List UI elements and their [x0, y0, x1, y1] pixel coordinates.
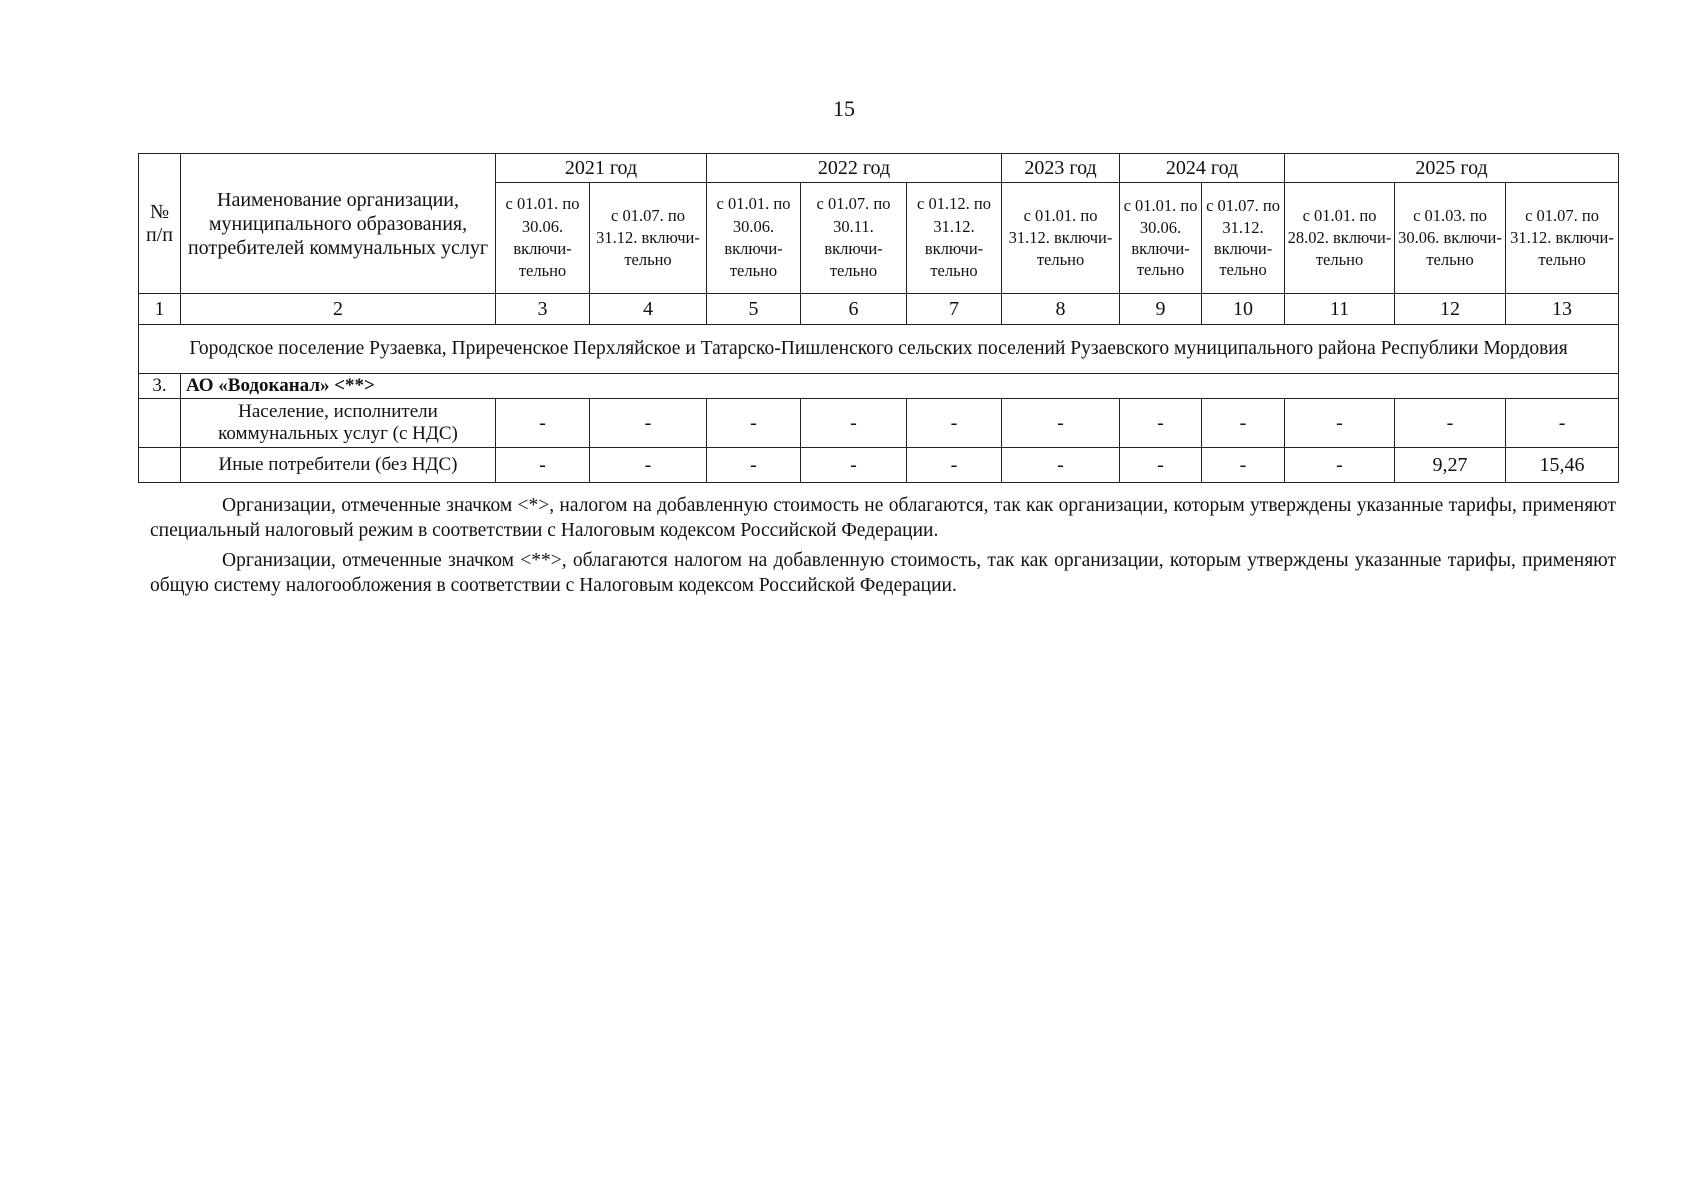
- footnote-single-asterisk: Организации, отмеченные значком <*>, налогом на добавленную стоимость не облагаются, так как организации, которым утверждены указанные тарифы, применяют специальный налоговый режим в соответствии с Налоговым кодексом Российской Федерации.: [150, 495, 1616, 542]
- tariff-value: -: [496, 399, 590, 448]
- organization-number: 3.: [139, 374, 181, 399]
- column-number: 12: [1395, 294, 1506, 325]
- tariff-value: -: [1285, 448, 1395, 483]
- header-period: с 01.07. по 31.12. включи-тельно: [590, 183, 707, 294]
- consumer-category: Иные потребители (без НДС): [181, 448, 496, 483]
- section-title: Городское поселение Рузаевка, Приреченское Перхляйское и Татарско-Пишленского сельских поселений Рузаевского муниципального района Республики Мордовия: [139, 325, 1619, 374]
- header-period: с 01.12. по 31.12. включи-тельно: [907, 183, 1002, 294]
- footnote-double-asterisk: Организации, отмеченные значком <**>, облагаются налогом на добавленную стоимость, так как организации, которым утверждены указанные тарифы, применяют общую систему налогообложения в соответствии с Налоговым кодексом Российской Федерации.: [150, 549, 1616, 597]
- header-number-abbr: п/п: [146, 223, 173, 246]
- header-number-symbol: №: [149, 200, 170, 223]
- tariff-value: -: [801, 448, 907, 483]
- organization-name: АО «Водоканал» <**>: [181, 374, 1619, 399]
- footnotes: [150, 493, 1616, 602]
- column-number: 5: [707, 294, 801, 325]
- tariff-value: -: [590, 399, 707, 448]
- column-number-row: [139, 294, 1619, 325]
- header-period: с 01.01. по 30.06. включи-тельно: [496, 183, 590, 294]
- section-row: [139, 325, 1619, 374]
- column-number: 7: [907, 294, 1002, 325]
- table-row: [139, 448, 1619, 483]
- page-number: 15: [833, 96, 855, 121]
- column-number: 4: [590, 294, 707, 325]
- tariff-value: -: [707, 448, 801, 483]
- header-row-years: [139, 154, 1619, 183]
- tariff-value: -: [1285, 399, 1395, 448]
- header-period: с 01.07. по 30.11. включи-тельно: [801, 183, 907, 294]
- column-number: 9: [1120, 294, 1202, 325]
- header-period: с 01.01. по 31.12. включи-тельно: [1002, 183, 1120, 294]
- tariff-value: 9,27: [1395, 448, 1506, 483]
- header-year-2024: 2024 год: [1120, 154, 1285, 183]
- header-period: с 01.01. по 30.06. включи-тельно: [707, 183, 801, 294]
- tariff-value: -: [1395, 399, 1506, 448]
- tariff-value: -: [707, 399, 801, 448]
- column-number: 6: [801, 294, 907, 325]
- tariff-value: -: [907, 448, 1002, 483]
- column-number: 11: [1285, 294, 1395, 325]
- header-name-cell: Наименование организации, муниципального образования, потребителей коммунальных услуг: [181, 154, 496, 294]
- tariff-value: -: [1120, 448, 1202, 483]
- header-period: с 01.01. по 30.06. включи-тельно: [1120, 183, 1202, 294]
- tariff-value: -: [1202, 399, 1285, 448]
- column-number: 8: [1002, 294, 1120, 325]
- row-number-cell: [139, 448, 181, 483]
- column-number: 13: [1506, 294, 1619, 325]
- tariff-value: 15,46: [1506, 448, 1619, 483]
- header-year-2023: 2023 год: [1002, 154, 1120, 183]
- tariff-value: -: [1002, 399, 1120, 448]
- tariff-value: -: [801, 399, 907, 448]
- organization-row: [139, 374, 1619, 399]
- header-period: с 01.01. по 28.02. включи-тельно: [1285, 183, 1395, 294]
- tariff-value: -: [1120, 399, 1202, 448]
- column-number: 10: [1202, 294, 1285, 325]
- column-number: 3: [496, 294, 590, 325]
- tariff-value: -: [1002, 448, 1120, 483]
- header-period: с 01.07. по 31.12. включи-тельно: [1506, 183, 1619, 294]
- tariff-table: [138, 153, 1619, 483]
- tariff-value: -: [590, 448, 707, 483]
- header-year-2025: 2025 год: [1285, 154, 1619, 183]
- header-number-cell: [139, 154, 181, 294]
- header-period: с 01.07. по 31.12. включи-тельно: [1202, 183, 1285, 294]
- tariff-value: -: [1506, 399, 1619, 448]
- consumer-category: Население, исполнители коммунальных услуг (с НДС): [181, 399, 496, 448]
- tariff-value: -: [1202, 448, 1285, 483]
- row-number-cell: [139, 399, 181, 448]
- column-number: 1: [139, 294, 181, 325]
- header-period: с 01.03. по 30.06. включи-тельно: [1395, 183, 1506, 294]
- table-row: [139, 399, 1619, 448]
- header-year-2021: 2021 год: [496, 154, 707, 183]
- header-year-2022: 2022 год: [707, 154, 1002, 183]
- tariff-value: -: [496, 448, 590, 483]
- tariff-value: -: [907, 399, 1002, 448]
- column-number: 2: [181, 294, 496, 325]
